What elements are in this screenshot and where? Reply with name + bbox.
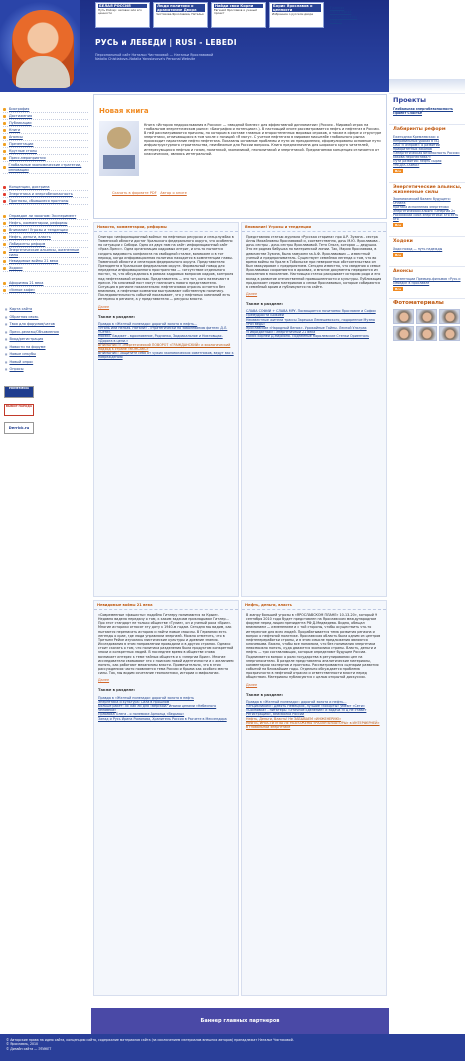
menu-item-announcements[interactable]: Анонсы xyxy=(3,134,88,141)
energy-link[interactable]: Критика исполнения энергетики xyxy=(393,205,449,209)
photos-title: Фотоматериалы xyxy=(393,300,444,306)
also-heading: Также в разделе: xyxy=(246,692,284,697)
service-link-polls[interactable]: ■ Опросы xyxy=(5,366,88,374)
top-link-english[interactable]: English xyxy=(330,18,342,23)
menu-item-forecasts[interactable]: Прогнозы, сбывшиеся прогнозы xyxy=(3,198,88,205)
energy-link[interactable]: Энергетический альянс «Энергия 2» xyxy=(393,209,456,213)
hodoki-title: Ходоки xyxy=(393,239,413,244)
menu-item-smart-cafe[interactable]: «Умное кафе» xyxy=(3,287,88,294)
column-news xyxy=(93,222,239,597)
section-menu-1 xyxy=(3,184,88,205)
column-title: Невидимые войны 21 века xyxy=(94,601,238,610)
energy-all-button[interactable]: Все xyxy=(395,223,402,227)
more-link[interactable]: Далее xyxy=(246,292,258,297)
menu-item-presentations[interactable]: Презентации xyxy=(3,141,88,148)
site-footer xyxy=(0,1034,465,1061)
featured-book xyxy=(93,94,387,219)
column-text: Представляю статью журнала «Русская старина» про А.Р. Зузина - сестра Анны Михайловны Ярославовой и, соответственно, дочь М.Ю. Ярославова - дочь сестры - дочь сестры Ярославовой. Тетя Ольга, которая — дедушка. Это ее родная бабушка по материнской линии. Так, Мария Ярославова, в девичестве Зузина, была замужем за А.Ф. Ярославовым — известный ученый и предприниматель. Существует семейная легенда о том, что во время войны на Урале в Тобольске при невероятных обстоятельствах он был эвакуирован с предприятием. Сегодня известно, что сведения о семье Ярославовых сохраняются в архивах, и многие документы передаются из поколения в поколение. Настоящая статья раскрывает историю рода и его вклад в развитие отечественной промышленности и культуры. Публикация продолжает серию материалов о семье Ярославовых, которые собираются в семейный архив и публикуются на сайте. xyxy=(246,235,382,289)
column-title: Внимание! Угрозы и тенденции xyxy=(242,223,386,232)
related-link[interactable]: ВНИМАНИЕ! Защитите себя от чужих экономических советников, ведут вас к повреждению xyxy=(98,351,234,360)
project-link[interactable]: Проект Счастье xyxy=(393,111,423,115)
nav-box-3[interactable]: Найди свои Корни Евгений Ярославов и ученый проект xyxy=(211,2,266,28)
anons-link[interactable]: Презентации Премьер-фильмов «Русь и Лебеди» в Ярославле xyxy=(393,277,461,285)
photo-thumb[interactable] xyxy=(393,309,414,324)
menu-item-round-tables[interactable]: Круглые столы xyxy=(3,148,88,155)
reforms-box xyxy=(389,124,465,174)
related-link[interactable]: СЛАВА СОФИИ + СЛАВА МРУ. Посвящается почитаемо Ярославле и Софии Премудрости Божией xyxy=(246,309,376,318)
also-heading: Также в разделе: xyxy=(98,314,136,319)
left-sidebar xyxy=(0,92,91,1061)
section-menu-3 xyxy=(3,280,88,294)
main-content xyxy=(91,92,389,1061)
column-title: Нефть, деньги, власть xyxy=(242,601,386,610)
menu-item-hodoki[interactable]: Ходоки xyxy=(3,265,88,272)
column-wars xyxy=(93,600,239,996)
reforms-link[interactable]: ОАО «Газпром»: о развитии приоритетных законов xyxy=(393,143,440,151)
menu-item-concepts[interactable]: Концепции, доктрина xyxy=(3,184,88,191)
menu-item-publications[interactable]: Публикации xyxy=(3,120,88,127)
photo-thumb[interactable] xyxy=(439,326,460,341)
related-link[interactable]: ВНИМАНИЕ!!! Энергетический ПОВОРОТ «ГРАЖДАНСКИЙ» и экологический подход к стране «КОНСАКС» xyxy=(98,342,231,351)
hodoki-box xyxy=(389,236,465,258)
menu-item-wars[interactable]: Невидимые войны 21 века xyxy=(3,258,88,265)
photo-thumb[interactable] xyxy=(393,326,414,341)
photo-thumb[interactable] xyxy=(416,309,437,324)
service-link-forum-news[interactable]: ■ Новости на форуме xyxy=(5,344,88,352)
download-pdf-link[interactable]: Скачать в формате PDF xyxy=(112,191,157,195)
menu-item-oil-money[interactable]: Нефть, деньги, власть xyxy=(3,234,88,241)
top-link-home[interactable]: Главная xyxy=(330,6,345,10)
menu-item-energy[interactable]: Энергетика и энергобезопасность xyxy=(3,191,88,198)
related-link[interactable]: «Сосновка» - питатерь: «Этичное сделение» и задача ЯТЦ не ставит Регистрацию», бейсболка России xyxy=(246,708,367,717)
reforms-link[interactable]: «Энергетическая безопасность России: какова перспектива?» xyxy=(393,151,460,159)
photo-thumb[interactable] xyxy=(439,309,460,324)
featured-title: Новая книга xyxy=(99,107,149,115)
menu-item-biography[interactable]: Биография xyxy=(3,106,88,113)
service-link-sitemap[interactable]: ■ Карта сайта xyxy=(5,306,88,314)
featured-actions xyxy=(112,191,187,195)
related-link[interactable]: Ярославские «Народный Венок». Урожайные Тайны. Лесной Ультрак «Гибридатный»: Энергетичный 21 века xyxy=(246,326,367,335)
footer-design[interactable]: © Дизайн сайта — ЭТИКЕТ xyxy=(6,1046,52,1051)
related-list xyxy=(98,696,234,721)
related-link[interactable]: Нефть, Деньги, Власть! Не ЗАБЫВАЕМ «ИНЖЕНЕРИЮ» xyxy=(246,716,342,721)
footer-copyright: © Авторские права на идею сайта, концепцию сайта, содержание материалов сайта (за исключением материалов внешних авторов) принадлежат Наталье Чистяковой. xyxy=(6,1038,294,1042)
related-list xyxy=(246,700,382,729)
service-link-login[interactable]: ■ Вход/регистрация xyxy=(5,336,88,344)
featured-text: Книга «История недоросльвания в России» — «вводной бизнес» для эффективной дипломатии» (Россия - Мировой игрок на глобальном энергетическом рынке: «Биография и потенциал».). В настоящий книге рассматривается нефть и нефтегаз в России. В ней рассматриваются причины, по которым в составе главных и второстепенных мировых игроков, а также в сфере и структуре энергетики, отличающихся в том числе с позиций «Я могу». С учетом нефтегаза в мировом масштабе глобального рынка происходит нарастание нефти нефтегаза. Показаны основные проблемы и пути их преодоления, сформулированы основные пути инфраструктурного строительства, неизбежные для России вопросы. Книга предназначена для широкого круга читателей, интересующихся нефтью и газом, политикой, экономикой, геополитикой и энергетикой. Предлагаемая концепция отличается от классических, являясь интегральной. xyxy=(144,123,382,156)
related-link[interactable]: «Уголь или нельзя. Натали» - стратегически по заболеванию фитнес Д.Л. «Сети». xyxy=(98,325,228,335)
column-text: «Современные «фашисты» подобно Гитлеру понимаются за Крым». Недавно видела передачу о том, к каким задачам прикладывал Гитлер... Про этот стандарт не только обществе «Тулие», он и ученый рока «Врил». Многие историки относят эту дату к 1940-м годам. Сегодня мы видим, как пытаются переписать историю и найти новые смыслы. В Германии есть легенды о крае, где люди управляли энергией. Можно отметить, что в Третьем Рейхе изучались мистические культуры и древние знания. Исследования в этом направлении проводили и в других странах. Однако стоит сказать о том, что политика разделения была продуктом конкретной эпохи и конкретных людей. В последнее время в обществе снова возникает интерес к теме тайных обществ и к «энергии Врил». Многие исследователи связывают это с поиском новой идентичности и с желанием понять, как работают механизмы власти. Примечательно, что в этих рассуждениях часто появляется тема России и Крыма как особого места силы. Так, мы видим сочетание геополитики, истории и мифологии. xyxy=(98,613,234,676)
menu-item-threats[interactable]: Внимание! Угрозы и тенденции xyxy=(3,227,88,234)
related-link[interactable]: Мосэкс. Бюджет - вдохновение, Родзянко, Зодиакальное и Никтовщах. «Дорога в цели.» xyxy=(98,334,223,343)
energy-box xyxy=(389,182,465,228)
column-text: В жанру большей угрозы в «ЯРОСЛАВСКОМ ПЛАНЕ» 10-13-20», который 9 сентября 2010 года будет представлен на Ярославском международном форуме перед лицом президента РФ Д.Медведева. Видно, обещал вниманием — изменением и с той стороны, чтобы осуществить что-то интересное для всех людей. Прорабатывается тема развития региона и вопрос о нефтяной политике. Ярославская область была одним из центров нефтепереработки страны, и в этом смысле предложения являются ключевыми. Важно, чтобы все понимали, что без понимания энергетики невозможно понять, куда движется экономика страны. Власть, деньги и нефть — три составляющих, которые определяют будущее России. Поднимается вопрос о роли государства в регулировании цен на энергоносители. В разделе представлены аналитические материалы, комментарии экспертов и прогнозы. Рассматриваются сценарии развития событий на ближайшие годы. Отдельно обсуждается проблема прозрачности в нефтяной отрасли и ответственности власти перед обществом. Материалы публикуются с целью открытой дискуссии. xyxy=(246,613,381,680)
site-subtitle: Персональный сайт Натальи Чистяковой — Натальи Ярославовой Natalia Chistiakova–Natalia Yaroslavova's Personal Website xyxy=(95,53,214,62)
badge-derrick[interactable]: Derrick.ru xyxy=(4,422,34,434)
column-threats xyxy=(241,222,387,597)
author-photo xyxy=(12,10,74,88)
main-menu xyxy=(3,106,88,174)
projects-title: Проекты xyxy=(393,96,427,104)
service-link-feedback[interactable]: ■ Обратная связь xyxy=(5,314,88,322)
related-link[interactable]: Правда в «Желтый нилезадо» дорогой золота в нефть… xyxy=(98,321,198,326)
top-link-feedback[interactable]: Обратная связь xyxy=(330,14,358,19)
more-link[interactable]: Далее xyxy=(98,304,110,309)
top-links xyxy=(330,6,370,23)
book-cover[interactable] xyxy=(99,121,139,176)
reforms-title: Лабиринты реформ xyxy=(393,127,446,132)
nav-box-2[interactable]: Люди политики о драматизме Двора Чистякова-Ярославова, Наталья xyxy=(153,2,208,28)
menu-item-experiment[interactable]: Оправдан ли законом: Эксперимент xyxy=(3,213,88,220)
menu-item-books[interactable]: Книги xyxy=(3,127,88,134)
section-menu-2 xyxy=(3,213,88,272)
menu-item-reforms[interactable]: Лабиринты реформ xyxy=(3,241,88,248)
related-link[interactable]: Прабабка Олега - о полемике Арнольд «Ведьмы» xyxy=(98,712,185,717)
photo-grid xyxy=(393,309,465,341)
reforms-link[interactable]: Ежегодная Кремлевская: о неправильных уроках в ПЦ xyxy=(393,135,439,143)
service-link-new[interactable]: ■ Новые инкубы xyxy=(5,351,88,359)
more-link[interactable]: Далее xyxy=(98,678,110,683)
column-text: Олигарх «информационный войны» на нефтяных ресурсах и спецслужбах в Тюменской области достиг Уральского федерального округа, что особенно по ситуации с Сибири. Одно из двух нам на сайт: информационный сайт «Урал-Пресс». Одна организация кадровых интриг, и кто-то пытается создать видимость конфликта на свободной сталке, возможен и в тот период, когда информационная политика находится в компетенции главы. Тюменской области и сенаторов федерального округа. Представителя Президента в Уральском федеральном округе. Формальный повод для переделки информационного пространства — «отсутствие отдельного поста», то, что обсуждалась в рамках кадровых вопросов кадров, контроля над нефтегазовой отраслью. Представитель — это тот, кого назначают в прессе. На ключевой пост могут назначить нового представителя. Ситуация в регионе показательна: нефтегазовая отрасль остается без внимания, а нефтяные компании выстраивают собственную политику. Последовательность событий показывает, что у нефтяных компаний есть интересы в регионе, а у представителя — ресурсы власти. xyxy=(98,235,234,302)
menu-item-strategies[interactable]: Глобальные экономические стратегии, инновации xyxy=(3,162,88,174)
also-heading: Также в разделе: xyxy=(98,688,136,693)
related-link[interactable]: Правда в «Желтый нилезадо»: дорогой золота и нефть… xyxy=(246,699,347,704)
partners-banner[interactable]: Баннер главных партнеров xyxy=(91,1008,389,1034)
column-oil-money xyxy=(241,600,387,996)
more-link[interactable]: Далее xyxy=(246,682,258,687)
energy-link[interactable]: Российский союз энергетики: кто есть кто xyxy=(393,213,459,221)
service-link-press[interactable]: ■ Пресс-релизы/Объявления xyxy=(5,329,88,337)
hodoki-link[interactable]: Ходи поход — путь надежды xyxy=(393,247,443,251)
energy-title: Энергетические альянсы, жизненные силы xyxy=(393,185,462,195)
site-title: РУСЬ и ЛЕБЕДИ | RUSI - LEBEDI xyxy=(95,38,237,47)
reforms-all-button[interactable]: Все xyxy=(395,169,402,173)
nav-box-1[interactable]: БЕЛАЯ РОССИЯ Путь Ройзэр: человек или его ценности xyxy=(95,2,150,28)
photos-box xyxy=(389,298,465,341)
right-sidebar xyxy=(389,92,465,1008)
related-link[interactable]: Поиск корней Д.Марионо. Подземные Королевские Стенки Ориенталь xyxy=(246,334,370,339)
related-list xyxy=(98,322,234,360)
author-about-book-link[interactable]: Автор о книге xyxy=(160,191,187,195)
menu-item-aphorisms[interactable]: Афоризмы 21 века xyxy=(3,280,88,287)
also-heading: Также в разделе: xyxy=(246,302,284,307)
related-link[interactable]: Больше ракет: ЛЕ как ли для Тверской? Иными ценами «Небесного человека» xyxy=(98,703,217,713)
anons-title: Анонсы xyxy=(393,269,413,274)
photo-thumb[interactable] xyxy=(416,326,437,341)
related-link[interactable]: Правда в «Желтый нилезадо» дорогой золота в нефть xyxy=(98,695,194,700)
related-link[interactable]: Запад и Русь Ирина Романова, Хранитель Россия в Расчете в Мессендора xyxy=(98,716,227,721)
service-link-forums[interactable]: ■ Твоя для форумов/чатов xyxy=(5,321,88,329)
projects-box xyxy=(389,93,465,116)
related-link[interactable]: Неизвестные жители трассы Зарешья Лемешевского, подаренное Музею «Раз ведь» xyxy=(246,317,375,326)
hodoki-all-button[interactable]: Все xyxy=(395,253,402,257)
header-right-panel xyxy=(389,0,465,92)
related-list xyxy=(246,309,382,338)
footer-city: © Ярославль, 2010 xyxy=(6,1042,39,1047)
reforms-link[interactable]: Пути развития: нефть сырая «НЕДОСТАВКА» xyxy=(393,159,442,167)
related-link[interactable]: Энергетика и культура: Сила в прошлом xyxy=(98,699,170,704)
energy-link[interactable]: Экономический баланс будущего: Оплата xyxy=(393,197,451,205)
related-link[interactable]: «Энцикликом»: Девять Немецких, лучшие «эскорты» умеют «Сети» xyxy=(246,703,365,708)
anons-all-button[interactable]: Все xyxy=(395,287,402,291)
service-links xyxy=(3,306,88,374)
column-title: Новости, комментарии, реформы xyxy=(94,223,238,232)
menu-item-oil-comments[interactable]: Нефть, комментарии, реформы xyxy=(3,220,88,227)
anons-box xyxy=(389,266,465,292)
nav-box-4[interactable]: Борис Ярославов о ценности Избранное о русском дворе xyxy=(269,2,324,28)
badge-primemedia[interactable]: PRIMEMEDIA xyxy=(4,386,34,398)
menu-item-alliances[interactable]: Энергетические альянсы, жизненные силы xyxy=(3,248,88,258)
menu-item-achievements[interactable]: Достижения xyxy=(3,113,88,120)
related-link[interactable]: НЕФТЬ, ИНОСТИТУТЫ ЛЕ РАЗЛОЖЕНЫ «РАЗЛУТЬЯЗАТОРЫ» в ИНТЕРФЕРНЕЙ» в глобальной энергетике xyxy=(246,720,380,729)
badge-vybor[interactable]: ВЫБОР НАРОДА xyxy=(4,404,34,416)
menu-item-press-events[interactable]: Пресс-мероприятия xyxy=(3,155,88,162)
service-link-poll[interactable]: ■ Новый опрос xyxy=(5,359,88,367)
top-link-sitemap[interactable]: Карта сайта xyxy=(330,10,352,15)
project-link[interactable]: Глобальная энергобезопасность xyxy=(393,107,453,111)
